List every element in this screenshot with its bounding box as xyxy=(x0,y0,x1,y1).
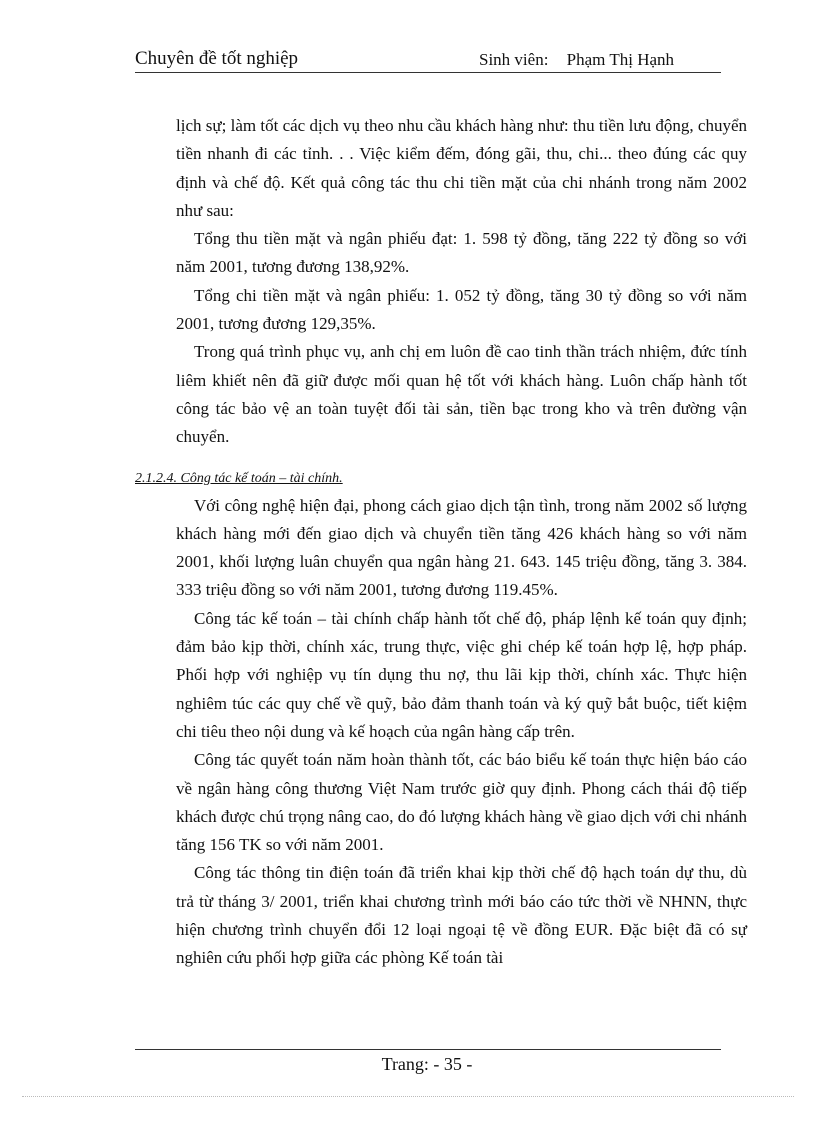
paragraph: Trong quá trình phục vụ, anh chị em luôn đề cao tinh thần trách nhiệm, đức tính liêm khiết nên đã giữ được mối quan hệ tốt với khách hàng. Luôn chấp hành tốt công tác bảo vệ an toàn tuyệt đối tài sản, tiền bạc trong kho và trên đường vận chuyển. xyxy=(176,342,747,447)
student-name: Phạm Thị Hạnh xyxy=(566,50,675,69)
paragraph: Với công nghệ hiện đại, phong cách giao dịch tận tình, trong năm 2002 số lượng khách hàng mới đến giao dịch và chuyển tiền tăng 426 khách hàng so với năm 2001, khối lượng luân chuyển qua ngân hàng 21. 643. 145 triệu đồng, tăng 3. 384. 333 triệu đồng so với năm 2001, tương đương 119.45%. xyxy=(176,495,747,600)
paragraph: Công tác quyết toán năm hoàn thành tốt, các báo biểu kế toán thực hiện báo cáo về ngân hàng công thương Việt Nam trước giờ quy định. Phong cách thái độ tiếp khách được chú trọng nâng cao, do đó lượng khách hàng về giao dịch với chi nhánh tăng 156 TK so với năm 2001. xyxy=(176,750,747,855)
spacer xyxy=(176,452,747,466)
header-title: Chuyên đề tốt nghiệp xyxy=(135,48,299,69)
page-number: Trang: - 35 - xyxy=(381,1054,473,1074)
page-bottom-border xyxy=(22,1096,794,1097)
paragraph: Tổng chi tiền mặt và ngân phiếu: 1. 052 tỷ đồng, tăng 30 tỷ đồng so với năm 2001, tương đương 129,35%. xyxy=(176,285,747,334)
page-header xyxy=(135,44,721,73)
paragraph: Công tác thông tin điện toán đã triển khai kịp thời chế độ hạch toán dự thu, dù trả từ tháng 3/ 2001, triển khai chương trình mới báo cáo tức thời về NHNN, thực hiện chương trình chuyển đổi 12 loại ngoại tệ về đồng EUR. Đặc biệt đã có sự nghiên cứu phối hợp giữa các phòng Kế toán tài xyxy=(176,863,747,968)
paragraph: Tổng thu tiền mặt và ngân phiếu đạt: 1. 598 tỷ đồng, tăng 222 tỷ đồng so với năm 2001, tương đương 138,92%. xyxy=(176,229,747,277)
paragraph: lịch sự; làm tốt các dịch vụ theo nhu cầu khách hàng như: thu tiền lưu động, chuyển tiền nhanh đi các tỉnh. . . Việc kiểm đếm, đóng gãi, thu, chi... theo đúng các quy định và chế độ. Kết quả công tác thu chi tiền mặt của chi nhánh trong năm 2002 như sau: xyxy=(176,116,747,220)
header-student xyxy=(479,50,674,70)
footer-divider xyxy=(135,1049,721,1050)
paragraph: Công tác kế toán – tài chính chấp hành tốt chế độ, pháp lệnh kế toán quy định; đảm bảo kịp thời, chính xác, trung thực, việc ghi chép kế toán hợp lệ, hợp pháp. Phối hợp với nghiệp vụ tín dụng thu nợ, thu lãi kịp thời, chính xác. Thực hiện nghiêm túc các quy chế về quỹ, bảo đảm thanh toán và ký quỹ bắt buộc, tiết kiệm chi tiêu theo nội dung và kế hoạch của ngân hàng cấp trên. xyxy=(176,608,747,741)
student-label: Sinh viên: xyxy=(479,50,549,69)
document-body xyxy=(135,112,747,973)
section-heading: 2.1.2.4. Công tác kế toán – tài chính. xyxy=(135,470,343,486)
